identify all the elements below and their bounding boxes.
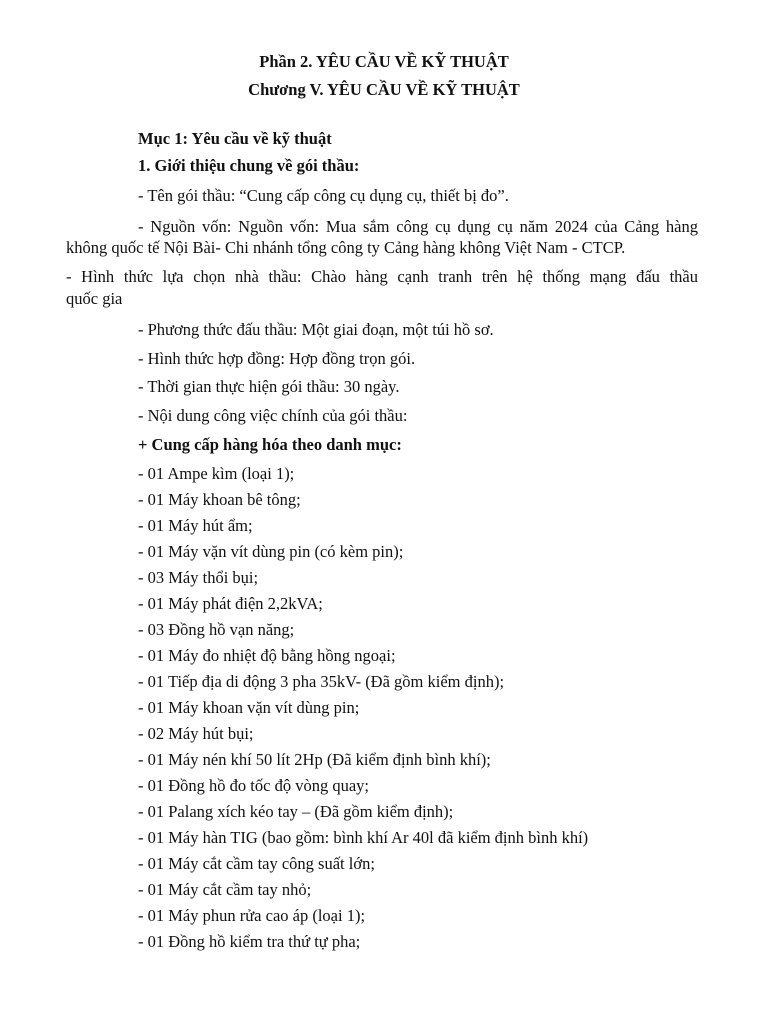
funding-line-1: - Nguồn vốn: Nguồn vốn: Mua sắm công cụ dụng cụ năm 2024 của Cảng hàng bbox=[138, 217, 698, 236]
subsection-title: 1. Giới thiệu chung về gói thầu: bbox=[138, 156, 360, 175]
bidding-method: - Phương thức đấu thầu: Một giai đoạn, một túi hồ sơ. bbox=[138, 320, 494, 339]
list-item: - 03 Đồng hồ vạn năng; bbox=[138, 620, 295, 639]
list-item: - 01 Palang xích kéo tay – (Đã gồm kiểm định); bbox=[138, 802, 454, 821]
list-item: - 01 Máy khoan vặn vít dùng pin; bbox=[138, 698, 360, 717]
list-item: - 01 Tiếp địa di động 3 pha 35kV- (Đã gồm kiểm định); bbox=[138, 672, 505, 691]
list-item: - 01 Máy cắt cầm tay nhỏ; bbox=[138, 880, 312, 899]
list-item: - 01 Ampe kìm (loại 1); bbox=[138, 464, 295, 483]
duration: - Thời gian thực hiện gói thầu: 30 ngày. bbox=[138, 377, 400, 396]
list-item: - 01 Máy phát điện 2,2kVA; bbox=[138, 594, 323, 613]
contract-type: - Hình thức hợp đồng: Hợp đồng trọn gói. bbox=[138, 349, 416, 368]
list-item: - 01 Máy khoan bê tông; bbox=[138, 490, 301, 509]
list-item: - 01 Máy đo nhiệt độ bằng hồng ngoại; bbox=[138, 646, 396, 665]
part-title: Phần 2. YÊU CẦU VỀ KỸ THUẬT bbox=[259, 52, 509, 71]
list-item: - 01 Máy hút ẩm; bbox=[138, 516, 253, 535]
list-item: - 02 Máy hút bụi; bbox=[138, 724, 254, 743]
list-item: - 01 Máy vặn vít dùng pin (có kèm pin); bbox=[138, 542, 404, 561]
section-title: Mục 1: Yêu cầu về kỹ thuật bbox=[138, 129, 332, 148]
list-item: - 01 Đồng hồ kiểm tra thứ tự pha; bbox=[138, 932, 361, 951]
list-item: - 01 Đồng hồ đo tốc độ vòng quay; bbox=[138, 776, 369, 795]
goods-heading: + Cung cấp hàng hóa theo danh mục: bbox=[138, 435, 402, 454]
list-item: - 01 Máy cắt cầm tay công suất lớn; bbox=[138, 854, 375, 873]
list-item: - 01 Máy phun rửa cao áp (loại 1); bbox=[138, 906, 366, 925]
funding-line-2: không quốc tế Nội Bài- Chi nhánh tổng công ty Cảng hàng không Việt Nam - CTCP. bbox=[66, 238, 626, 257]
selection-line-2: quốc gia bbox=[66, 289, 123, 308]
package-name: - Tên gói thầu: “Cung cấp công cụ dụng cụ, thiết bị đo”. bbox=[138, 186, 509, 205]
list-item: - 03 Máy thổi bụi; bbox=[138, 568, 259, 587]
list-item: - 01 Máy nén khí 50 lít 2Hp (Đã kiểm định bình khí); bbox=[138, 750, 491, 769]
chapter-title: Chương V. YÊU CẦU VỀ KỸ THUẬT bbox=[248, 80, 520, 99]
list-item: - 01 Máy hàn TIG (bao gồm: bình khí Ar 40l đã kiểm định bình khí) bbox=[138, 828, 589, 847]
main-content: - Nội dung công việc chính của gói thầu: bbox=[138, 406, 408, 425]
selection-line-1: - Hình thức lựa chọn nhà thầu: Chào hàng cạnh tranh trên hệ thống mạng đấu thầu bbox=[66, 267, 698, 286]
